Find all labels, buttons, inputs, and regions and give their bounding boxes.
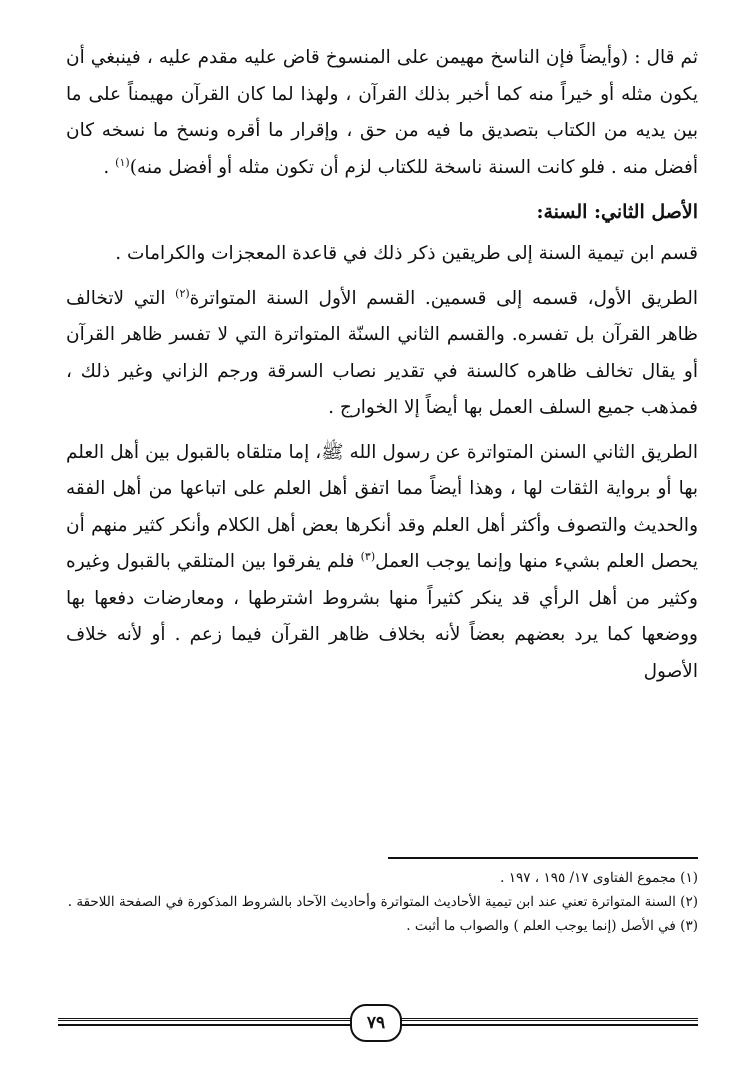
- p2-line-1: قسم ابن تيمية السنة إلى طريقين ذكر ذلك في قاعدة المعجزات: [211, 243, 698, 264]
- p4-line-2: أهل العلم بها أو برواية الثقات لها ، وهذا أيضاً مما اتفق أهل العلم على: [66, 441, 698, 499]
- paragraph-1: [66, 40, 698, 186]
- p1-line-1: ثم قال : (وأيضاً فإن الناسخ مهيمن على المنسوخ قاض عليه مقدم عليه ،: [146, 47, 698, 68]
- footnote-ref-2[interactable]: (٢): [175, 286, 190, 300]
- p4-line-1: الطريق الثاني السنن المتواترة عن رسول الله ﷺ، إما متلقاه بالقبول بين: [145, 441, 698, 463]
- p4-line-7: كثيراً منها بشروط اشترطها ، ومعارضات دفعها بها ووضعها كما يرد: [66, 587, 698, 645]
- p4-line-5: العمل: [375, 551, 420, 572]
- section-heading: الأصل الثاني: السنة:: [536, 201, 698, 223]
- p4-line-3: اتباعها من أهل الفقه والحديث والتصوف وأكثر أهل العلم وقد أنكرها: [66, 478, 698, 536]
- p3-line-3: الزاني وغير ذلك ، فمذهب جميع السلف العمل بها أيضاً إلا الخوارج .: [66, 360, 698, 418]
- paragraph-2: [66, 236, 698, 273]
- p3-line-1: التي لاتخالف ظاهر القرآن بل تفسره. والقسم الثاني السنّة المتواترة التي لا تفسر: [66, 287, 698, 345]
- footnote-ref-1[interactable]: (١): [115, 155, 130, 169]
- footnote-2: (٢) السنة المتواترة تعني عند ابن تيمية الأحاديث المتواترة وأحاديث الآحاد بالشروط المذكورة في الصفحة اللاحقة .: [67, 894, 698, 910]
- p3-start: الطريق الأول، قسمه إلى قسمين. القسم الأول السنة المتواترة: [189, 287, 698, 309]
- footnotes: [66, 866, 698, 938]
- p1-line-2: فينبغي أن يكون مثله أو خيراً منه كما أخبر بذلك القرآن ، ولهذا لما كان: [66, 47, 698, 105]
- footnote-3: (٣) في الأصل (إنما يوجب العلم ) والصواب ما أثبت .: [406, 918, 698, 934]
- paragraph-4: [66, 435, 698, 691]
- p1-line-3: القرآن مهيمناً على ما بين يديه من الكتاب بتصديق ما فيه من حق ، وإقرار ما: [66, 83, 698, 141]
- p1-line-5: تكون مثله أو أفضل منه): [129, 156, 314, 178]
- p1-line-4: أقره ونسخ ما نسخه كان أفضل منه . فلو كانت السنة ناسخة للكتاب لزم أن: [66, 120, 698, 178]
- p1-end: .: [103, 156, 116, 178]
- p4-line-6: فلم يفرقوا بين المتلقي بالقبول وغيره وكثير من أهل الرأي قد ينكر: [66, 551, 698, 609]
- footnote-1: (١) مجموع الفتاوى ١٧/ ١٩٥ ، ١٩٧ .: [500, 870, 698, 886]
- p2-line-2: والكرامات .: [115, 243, 206, 264]
- footnote-ref-3[interactable]: (٣): [360, 549, 376, 563]
- p3-line-2: ظاهر القرآن أو يقال تخالف ظاهره كالسنة في تقدير نصاب السرقة ورجم: [66, 324, 698, 382]
- page-number: ٧٩: [350, 1004, 402, 1042]
- p4-line-8: بعضهم بعضاً لأنه بخلاف ظاهر القرآن فيما زعم . أو لأنه خلاف الأصول: [66, 624, 698, 682]
- paragraph-3: [66, 281, 698, 427]
- page-body: [66, 40, 698, 698]
- p4-line-4: بعض أهل الكلام وأنكر كثير منهم أن يحصل العلم بشيء منها وإنما يوجب: [66, 514, 698, 572]
- footnote-divider: [388, 857, 698, 859]
